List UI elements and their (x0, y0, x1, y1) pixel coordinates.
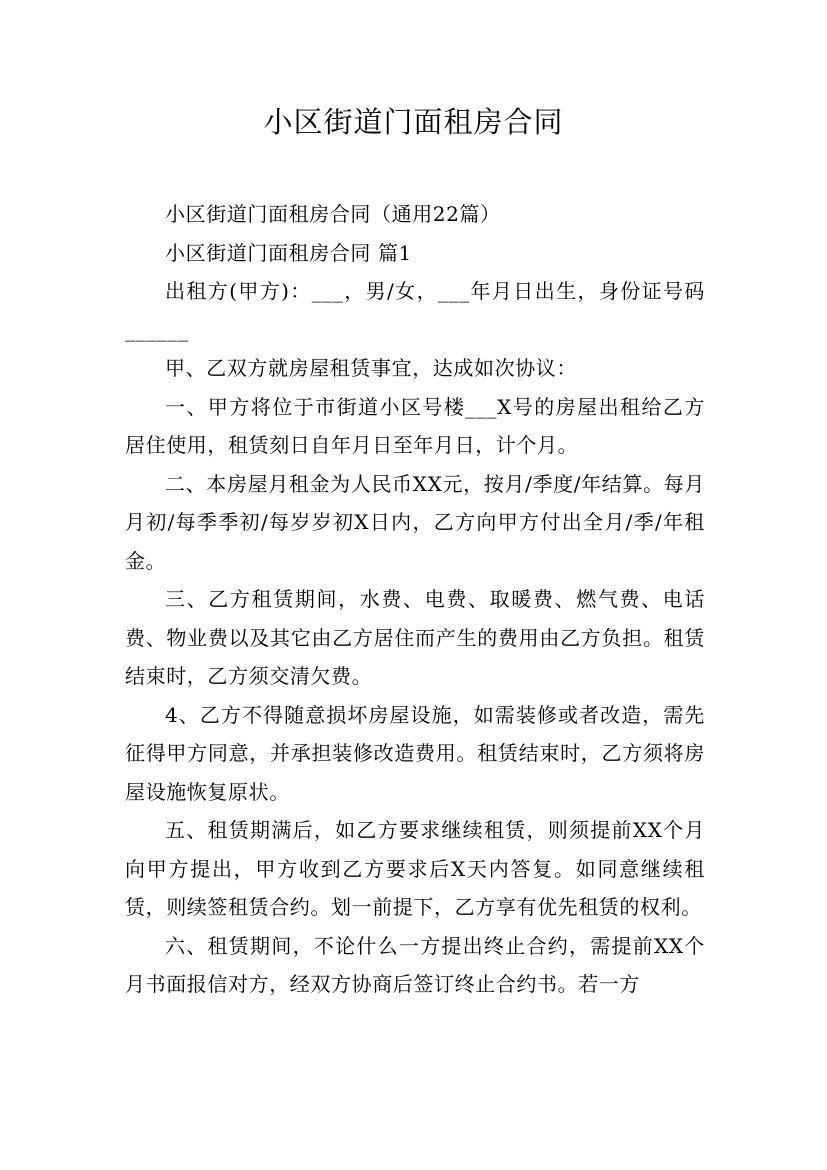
document-body (125, 195, 705, 1004)
paragraph-clause-6: 六、租赁期间，不论什么一方提出终止合约，需提前XX个月书面报信对方，经双方协商后签订终止合约书。若一方 (125, 933, 705, 996)
document-title: 小区街道门面租房合同 (263, 105, 564, 139)
paragraph-subtitle: 小区街道门面租房合同（通用22篇） (165, 202, 501, 226)
paragraph-clause-1: 一、甲方将位于市街道小区号楼___X号的房屋出租给乙方居住使用，租赁刻日自年月日至年月日，计个月。 (125, 394, 705, 457)
paragraph-clause-4: 4、乙方不得随意损坏房屋设施，如需装修或者改造，需先征得甲方同意，并承担装修改造费用。租赁结束时，乙方须将房屋设施恢复原状。 (125, 702, 705, 804)
paragraph-section-heading: 小区街道门面租房合同 篇1 (165, 240, 412, 265)
paragraph-clause-5: 五、租赁期满后，如乙方要求继续租赁，则须提前XX个月向甲方提出，甲方收到乙方要求后X天内答复。如同意继续租赁，则续签租赁合约。划一前提下，乙方享有优先租赁的权利。 (125, 818, 705, 919)
paragraph-clause-2: 二、本房屋月租金为人民币XX元，按月/季度/年结算。每月月初/每季季初/每岁岁初X日内，乙方向甲方付出全月/季/年租金。 (125, 471, 705, 573)
paragraph-agreement-intro: 甲、乙双方就房屋租赁事宜，达成如次协议： (165, 356, 577, 380)
paragraph-lessor: 出租方(甲方)：___，男/女，___年月日出生，身份证号码______ (125, 279, 705, 342)
paragraph-clause-3: 三、乙方租赁期间，水费、电费、取暖费、燃气费、电话费、物业费以及其它由乙方居住而产生的费用由乙方负担。租赁结束时，乙方须交清欠费。 (125, 587, 705, 688)
